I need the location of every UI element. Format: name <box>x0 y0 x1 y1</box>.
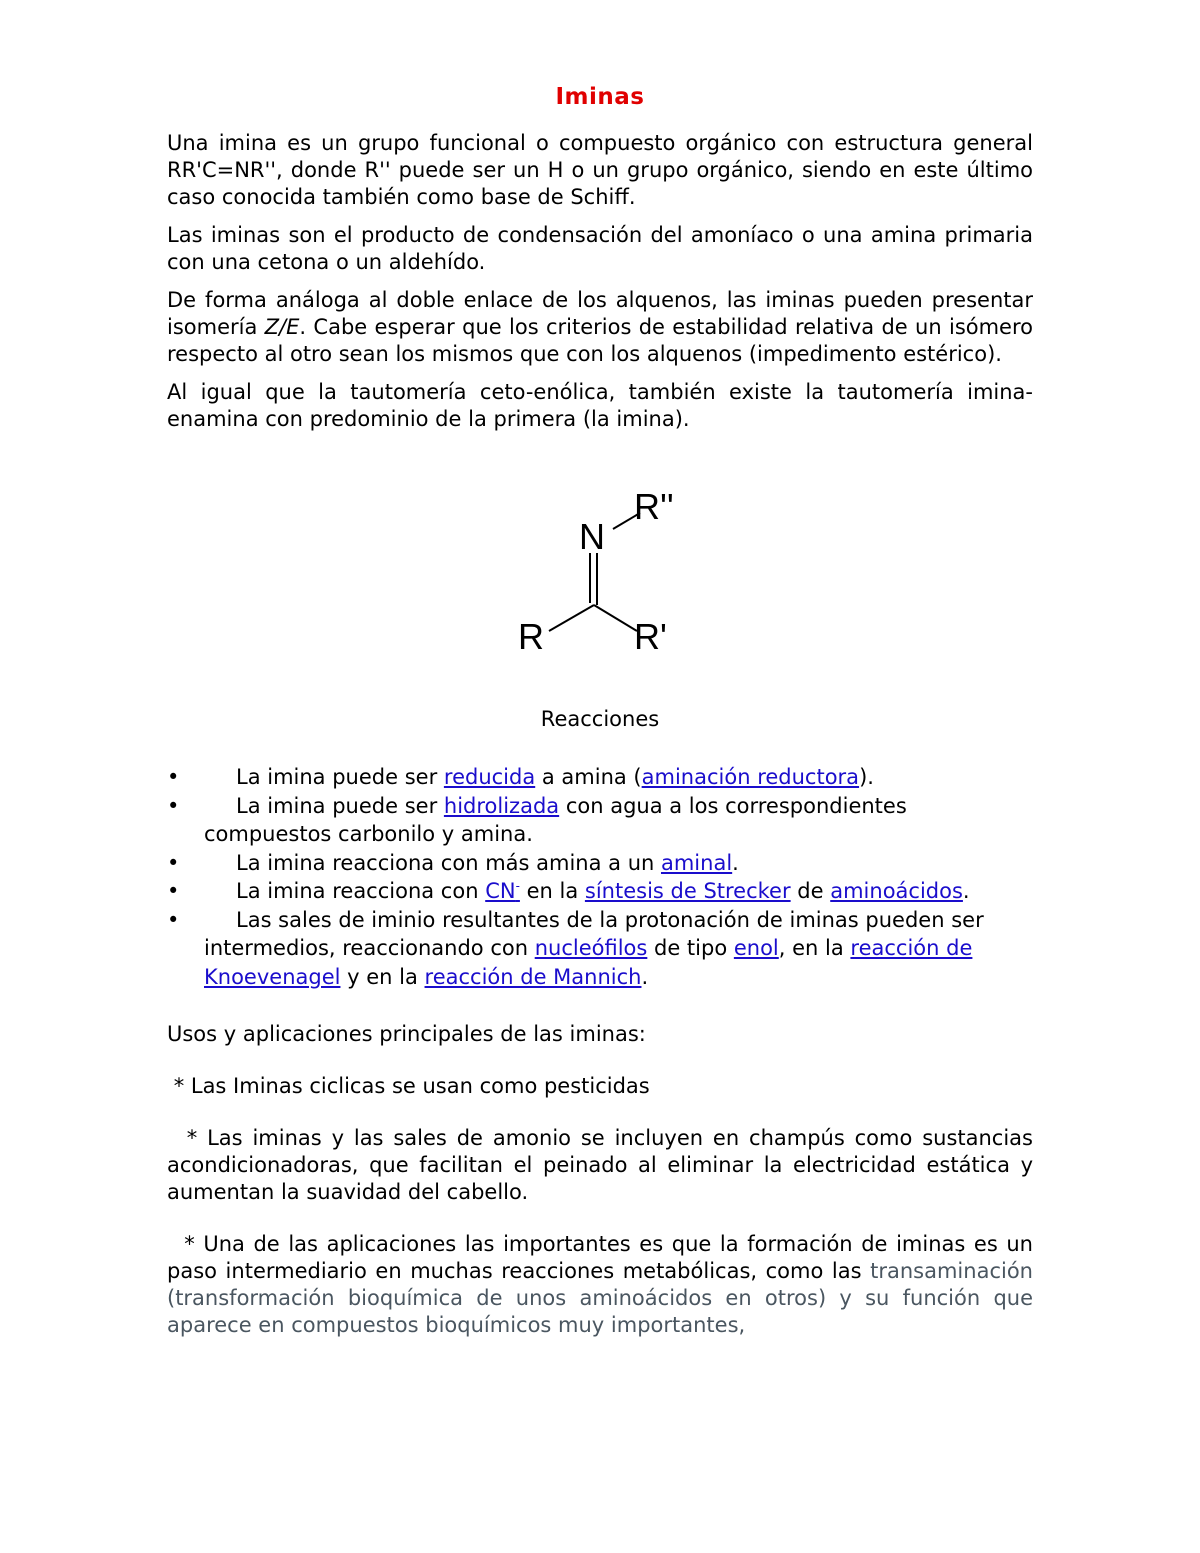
use-transaminacion-text: transaminación (transformación bioquímica de unos aminoácidos en otros) y su función que aparece en compuestos bioquímicos muy importantes, <box>167 1259 1040 1337</box>
paragraph-formation: Las iminas son el producto de condensación del amoníaco o una amina primaria con una cetona o un aldehído. <box>167 223 1033 274</box>
isomerism-prefix: De forma análoga al doble enlace de los alquenos, las iminas pueden presentar isomería <box>167 288 1033 339</box>
paragraph-isomerism <box>167 287 1033 368</box>
use-metabolicas <box>167 1231 1040 1339</box>
use-pesticidas: * Las Iminas ciclicas se usan como pesticidas <box>167 1074 650 1098</box>
list-item: • La imina reacciona con CN- en la síntesis de Strecker de aminoácidos. <box>167 877 1033 906</box>
paragraph-definition: Una imina es un grupo funcional o compuesto orgánico con estructura general RR'C=NR'', donde R'' puede ser un H o un grupo orgánico, siendo en este último caso conocida también como base de Schiff. <box>167 131 1033 209</box>
bullet-icon: • <box>167 907 180 932</box>
bond-c-r <box>549 605 594 631</box>
atom-r-label: R <box>518 616 544 657</box>
link-aminal[interactable]: aminal <box>660 850 733 875</box>
use-champus: * Las iminas y las sales de amonio se incluyen en champús como sustancias acondicionadoras, que facilitan el peinado al eliminar la electricidad estática y aumentan la suavidad del cabello. <box>167 1126 1040 1204</box>
link-reaccion-mannich[interactable]: reacción de Mannich <box>424 964 642 989</box>
isomerism-ze: Z/E <box>264 315 300 339</box>
list-item: • La imina puede ser hidrolizada con agua a los correspondientes compuestos carbonilo y amina. <box>167 793 907 846</box>
use-metabolicas-text: * Una de las aplicaciones las importantes es que la formación de iminas es un paso intermediario en muchas reacciones metabólicas, como las <box>167 1232 1040 1283</box>
bullet-icon: • <box>167 879 180 903</box>
reactions-list <box>167 763 1033 991</box>
link-aminacion-reductora[interactable]: aminación reductora <box>641 765 860 789</box>
link-enol[interactable]: enol <box>733 936 779 960</box>
imine-structure-diagram <box>167 481 1033 696</box>
bullet-icon: • <box>167 793 180 818</box>
link-sintesis-strecker[interactable]: síntesis de Strecker <box>584 879 791 903</box>
bullet-icon: • <box>167 765 180 789</box>
isomerism-rest: Cabe esperar que los criterios de estabilidad relativa de un isómero respecto al otro sean los mismos que con los alquenos (impedimento estérico). <box>167 315 1033 366</box>
link-reducida[interactable]: reducida <box>443 765 536 789</box>
bullet-icon: • <box>167 850 180 875</box>
list-item: • La imina puede ser reducida a amina (aminación reductora). <box>167 763 1033 792</box>
bond-c-r1 <box>594 605 637 631</box>
link-hidrolizada[interactable]: hidrolizada <box>443 793 560 818</box>
uses-heading: Usos y aplicaciones principales de las iminas: <box>167 1022 646 1046</box>
atom-r2-label: R'' <box>634 486 674 527</box>
atom-r1-label: R' <box>634 616 667 657</box>
list-item: • La imina reacciona con más amina a un aminal. <box>167 849 1033 878</box>
atom-n-label: N <box>579 516 605 557</box>
paragraph-tautomerism: Al igual que la tautomería ceto-enólica, también existe la tautomería imina-enamina con predominio de la primera (la imina). <box>167 380 1033 431</box>
reactions-heading: Reacciones <box>540 707 660 731</box>
link-cn[interactable]: CN- <box>485 879 520 903</box>
isomerism-after: . <box>299 315 314 339</box>
document-title: Iminas <box>555 84 645 110</box>
link-aminoacidos[interactable]: aminoácidos <box>830 879 963 903</box>
link-nucleofilos[interactable]: nucleófilos <box>534 936 648 960</box>
link-reaccion-knoevenagel[interactable]: reacción de Knoevenagel <box>204 936 973 989</box>
list-item: • Las sales de iminio resultantes de la protonación de iminas pueden ser intermedios, reaccionando con nucleófilos de tipo enol, en la reacción de Knoevenagel y en la reacción de Mannich. <box>167 907 984 989</box>
document-body <box>167 84 1040 1364</box>
